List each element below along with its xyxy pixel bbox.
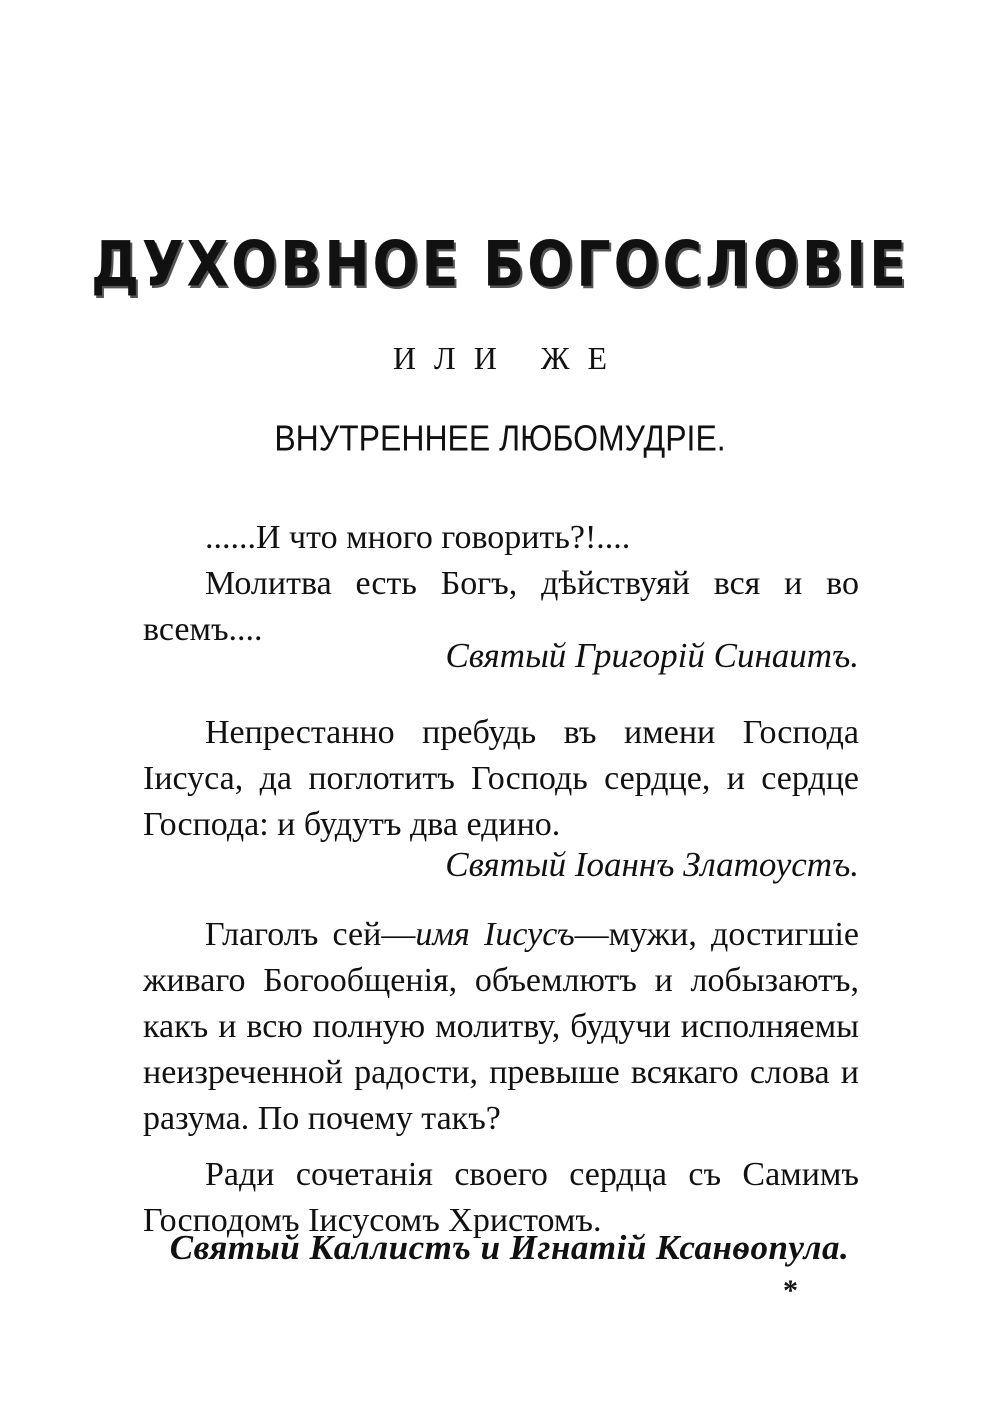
quote-kallistos-name-jesus: имя Іисусъ bbox=[415, 916, 575, 953]
quote-chrysostom-author: Святый Іоаннъ Златоустъ. bbox=[445, 845, 859, 884]
quote-kallistos-text2: Ради сочетанія своего сердца съ Самимъ Господомъ Іисусомъ Христомъ. bbox=[143, 1156, 859, 1239]
page-title: ДУХОВНОЕ БОГОСЛОВІЕ bbox=[90, 228, 910, 301]
quote-gregory bbox=[143, 515, 859, 653]
quote-gregory-opening: ......И что много говорить?!.... bbox=[205, 519, 631, 556]
quote-chrysostom bbox=[143, 710, 859, 848]
quote-chrysostom-text: Непрестанно пребудь въ имени Господа Іисуса, да поглотитъ Господь сердце, и сердце Господа: и будутъ два едино. bbox=[143, 714, 859, 843]
quote-kallistos-text-before: Глаголъ сей— bbox=[205, 916, 416, 953]
quote-gregory-text: Молитва есть Богъ, дѣйствуяй вся и во всемъ.... bbox=[143, 565, 859, 648]
subtitle-main: ВНУТРЕННЕЕ ЛЮБОМУДРІЕ. bbox=[274, 418, 726, 459]
quote-gregory-author: Святый Григорій Синаитъ. bbox=[445, 636, 859, 675]
quote-kallistos-author: Святый Каллистъ и Игнатій Ксанѳопула. bbox=[169, 1228, 850, 1267]
subtitle-or: ИЛИ ЖЕ bbox=[392, 340, 626, 376]
quote-kallistos-text bbox=[143, 912, 859, 1142]
quote-kallistos-text-after: —мужи, достигшіе живаго Богообщенія, объемлютъ и лобызаютъ, какъ и всю полную молитву, будучи исполняемы неизреченной радости, превыше всякаго слова и разума. По почему такъ? bbox=[143, 916, 859, 1137]
signature-mark: * bbox=[783, 1274, 798, 1307]
quote-kallistos bbox=[143, 912, 859, 1244]
